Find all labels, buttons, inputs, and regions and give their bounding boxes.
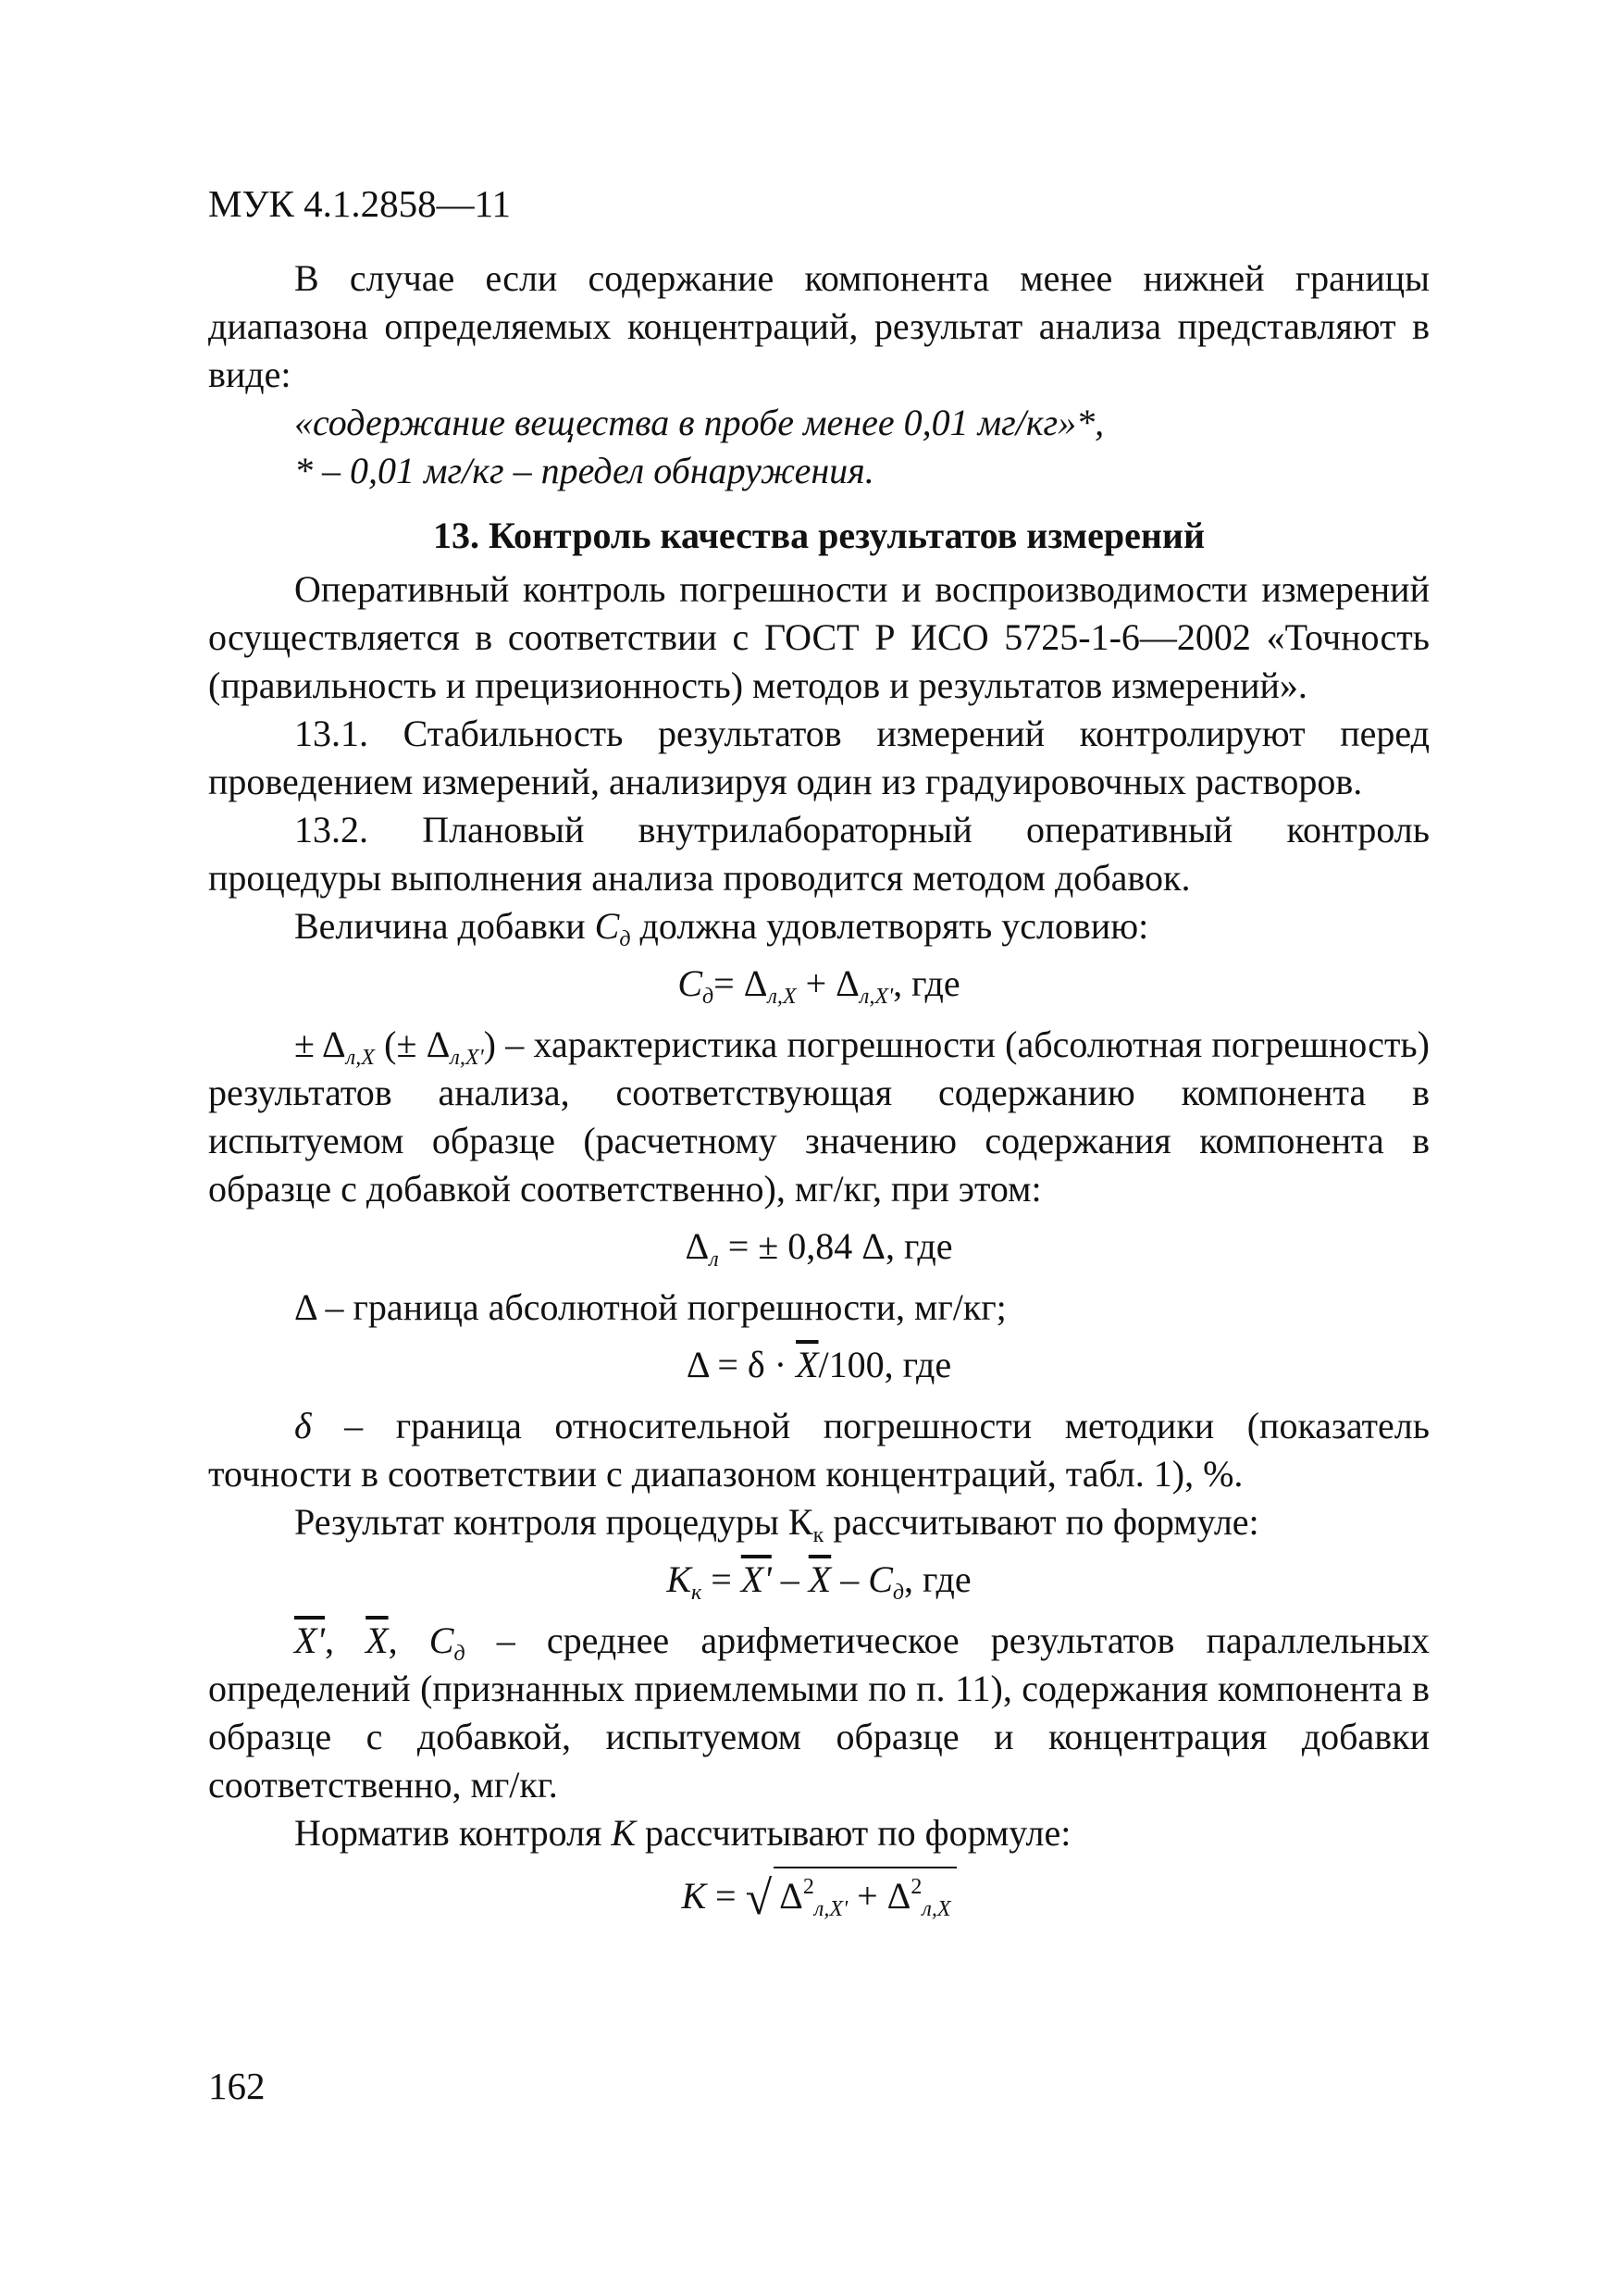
section-title: 13. Контроль качества результатов измерений [433,515,1205,556]
formula-delta-l: $\Delta_л$ = ± 0,84 Δ, где [685,1225,953,1272]
paragraph-delta-definition: ± $\Delta_{л,Х}$ (± $\Delta_{л,Х'}$) – характеристика погрешности (абсолютная погрешность) результатов анализа, соответствующая содержанию компонента в испытуемом образце (расчетному значению содержания компонента в образце с добавкой соответственно), мг/кг, при этом: [208,1024,1430,1210]
page-number: 162 [208,2065,266,2107]
paragraph-13-1: 13.1. Стабильность результатов измерений контролируют перед проведением измерений, анализируя один из градуировочных растворов. [208,713,1430,802]
paragraph-operative: Оперативный контроль погрешности и воспроизводимости измерений осуществляется в соответствии с ГОСТ Р ИСО 5725-1-6—2002 «Точность (правильность и прецизионность) методов и результатов измерений». [208,568,1430,706]
paragraph-mean-definition: Х', Х, $С_д$ – среднее арифметическое результатов параллельных определений (признанных приемлемыми по п. 11), содержания компонента в образце с добавкой, испытуемом образце и концентрация добавки соответственно, мг/кг. [208,1620,1431,1806]
paragraph-delta-border: Δ – граница абсолютной погрешности, мг/кг; [294,1286,1007,1328]
footnote-line: * – 0,01 мг/кг – предел обнаружения. [294,450,874,491]
formula-kk: $К_к = Х' - Х - С_д$, где [666,1558,972,1605]
formula-norm: К = √ $\Delta^2_{л,Х'} + \Delta^2_{л,Х}$ [208,1867,1430,1923]
paragraph-additive: Величина добавки $С_д$ должна удовлетворять условию: [294,905,1149,951]
paragraph-13-2: 13.2. Плановый внутрилабораторный оперативный контроль процедуры выполнения анализа проводится методом добавок. [208,809,1430,899]
formula-delta: Δ = δ · Х/100, где [686,1344,952,1385]
quote-line: «содержание вещества в пробе менее 0,01 мг/кг»*, [294,402,1105,443]
radical-sign: √ [745,1872,773,1925]
paragraph-kk-intro: Результат контроля процедуры $К_к$ рассчитывают по формуле: [294,1501,1259,1547]
paragraph-relative-error: δ – граница относительной погрешности методики (показатель точности в соответствии с диапазоном концентраций, табл. 1), %. [208,1405,1430,1495]
paragraph-norm-intro: Норматив контроля К рассчитывают по формуле: [294,1812,1072,1854]
paragraph-case: В случае если содержание компонента менее нижней границы диапазона определяемых концентраций, результат анализа представляют в виде: [208,257,1430,395]
formula-additive: $С_д= \Delta_{л,Х} + \Delta_{л,Х'}$, где [677,962,960,1009]
running-header: МУК 4.1.2858—11 [208,182,512,225]
radicand: $\Delta^2_{л,Х'} + \Delta^2_{л,Х}$ [774,1867,956,1920]
body-text [208,254,1430,1936]
